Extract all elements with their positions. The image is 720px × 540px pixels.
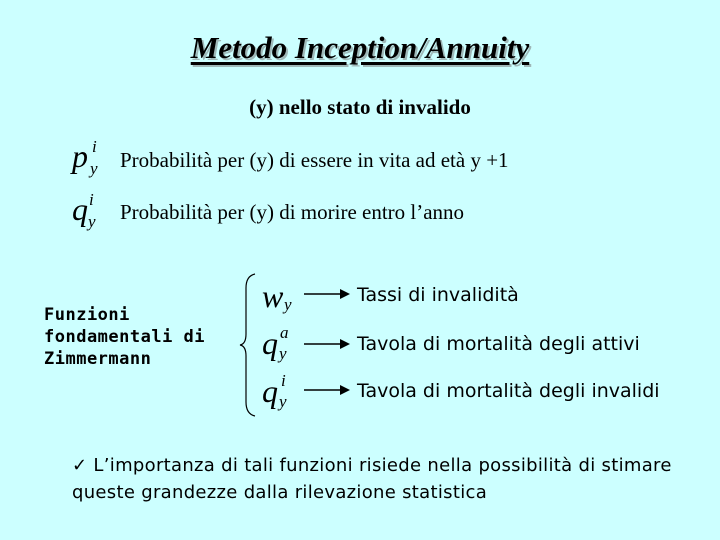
functions-label — [44, 304, 244, 370]
symbol-base: q — [262, 373, 278, 409]
symbol-base: w — [262, 278, 284, 314]
symbol-superscript: a — [280, 323, 289, 342]
functions-label-line: fondamentali di — [44, 327, 206, 347]
definition-text-p: Probabilità per (y) di essere in vita ad età y +1 — [120, 148, 509, 172]
definition-text-q: Probabilità per (y) di morire entro l’anno — [120, 200, 465, 224]
functions-label-line: Funzioni — [44, 305, 130, 325]
symbol-q-y-i — [72, 190, 112, 233]
symbol-base: q — [262, 325, 278, 361]
function-text-active-mortality: Tavola di mortalità degli attivi — [357, 333, 640, 355]
symbol-superscript: i — [92, 137, 97, 156]
symbol-subscript: y — [279, 392, 287, 411]
function-text-invalidity-rates: Tassi di invalidità — [357, 284, 519, 306]
symbol-base: p — [72, 138, 88, 174]
symbol-p-y-i — [72, 137, 112, 180]
check-icon: ✓ — [72, 455, 88, 476]
symbol-superscript: i — [281, 371, 286, 390]
symbol-base: q — [72, 191, 88, 227]
slide-title: Metodo Inception/Annuity — [190, 30, 530, 65]
slide-subtitle: (y) nello stato di invalido — [249, 95, 471, 119]
left-brace — [238, 272, 258, 418]
symbol-subscript: y — [90, 159, 98, 178]
note-paragraph — [72, 452, 692, 506]
symbol-q-y-i-invalid — [262, 371, 302, 415]
note-text: L’importanza di tali funzioni risiede nella possibilità di stimare queste grandezze dalla rilevazione statistica — [72, 455, 672, 503]
symbol-subscript: y — [279, 344, 287, 363]
symbol-q-y-a — [262, 323, 302, 367]
arrow-right-icon — [304, 338, 350, 350]
symbol-subscript: y — [88, 212, 96, 231]
symbol-w-y — [262, 280, 302, 320]
symbol-superscript: i — [89, 190, 94, 209]
arrow-right-icon — [304, 288, 350, 300]
function-text-invalid-mortality: Tavola di mortalità degli invalidi — [357, 380, 660, 402]
arrow-right-icon — [304, 384, 350, 396]
symbol-subscript: y — [284, 295, 292, 314]
functions-label-line: Zimmermann — [44, 349, 152, 369]
